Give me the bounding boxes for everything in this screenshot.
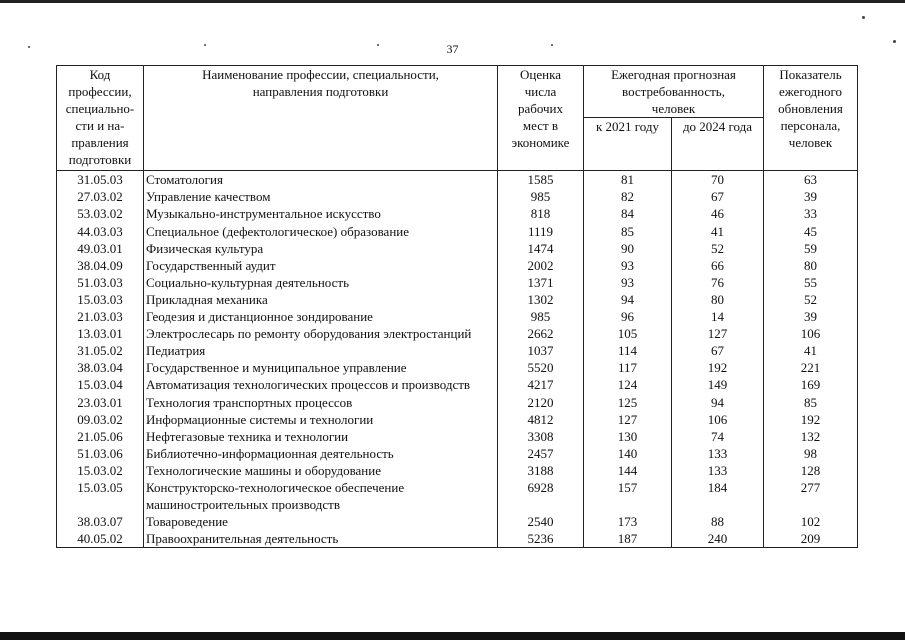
row-demand-2024: 41 bbox=[672, 223, 764, 240]
row-estimate: 4217 bbox=[498, 376, 584, 393]
table-row bbox=[57, 359, 858, 376]
row-demand-2021: 130 bbox=[584, 428, 672, 445]
row-demand-2024: 80 bbox=[672, 291, 764, 308]
header-demand-group: Ежегодная прогнозная востребованность, человек bbox=[584, 66, 764, 118]
table-row bbox=[57, 411, 858, 428]
table-row bbox=[57, 274, 858, 291]
row-estimate: 2457 bbox=[498, 445, 584, 462]
row-demand-2021: 157 bbox=[584, 479, 672, 513]
row-demand-2021: 94 bbox=[584, 291, 672, 308]
row-name: Правоохранительная деятельность bbox=[144, 530, 498, 548]
header-demand-2024: до 2024 года bbox=[672, 118, 764, 171]
row-renewal: 169 bbox=[764, 376, 858, 393]
row-estimate: 985 bbox=[498, 308, 584, 325]
row-renewal: 63 bbox=[764, 171, 858, 189]
row-estimate: 818 bbox=[498, 205, 584, 222]
row-estimate: 1119 bbox=[498, 223, 584, 240]
row-code: 51.03.06 bbox=[57, 445, 144, 462]
row-code: 51.03.03 bbox=[57, 274, 144, 291]
row-demand-2021: 81 bbox=[584, 171, 672, 189]
row-name: Нефтегазовые техника и технологии bbox=[144, 428, 498, 445]
row-demand-2021: 127 bbox=[584, 411, 672, 428]
row-renewal: 41 bbox=[764, 342, 858, 359]
row-name: Педиатрия bbox=[144, 342, 498, 359]
header-estimate: Оценка числа рабочих мест в экономике bbox=[498, 66, 584, 171]
row-name: Специальное (дефектологическое) образование bbox=[144, 223, 498, 240]
row-estimate: 1585 bbox=[498, 171, 584, 189]
row-demand-2021: 117 bbox=[584, 359, 672, 376]
row-name: Технология транспортных процессов bbox=[144, 394, 498, 411]
row-demand-2021: 125 bbox=[584, 394, 672, 411]
row-demand-2021: 90 bbox=[584, 240, 672, 257]
professions-demand-table bbox=[56, 65, 858, 548]
row-code: 38.03.07 bbox=[57, 513, 144, 530]
row-demand-2024: 46 bbox=[672, 205, 764, 222]
row-demand-2024: 94 bbox=[672, 394, 764, 411]
row-estimate: 1302 bbox=[498, 291, 584, 308]
table-row bbox=[57, 394, 858, 411]
row-name: Геодезия и дистанционное зондирование bbox=[144, 308, 498, 325]
row-estimate: 2540 bbox=[498, 513, 584, 530]
row-demand-2021: 114 bbox=[584, 342, 672, 359]
row-name: Информационные системы и технологии bbox=[144, 411, 498, 428]
table-row bbox=[57, 342, 858, 359]
row-code: 27.03.02 bbox=[57, 188, 144, 205]
row-name: Государственный аудит bbox=[144, 257, 498, 274]
row-renewal: 39 bbox=[764, 188, 858, 205]
row-demand-2024: 76 bbox=[672, 274, 764, 291]
row-demand-2024: 14 bbox=[672, 308, 764, 325]
table-row bbox=[57, 325, 858, 342]
row-demand-2024: 133 bbox=[672, 462, 764, 479]
row-estimate: 985 bbox=[498, 188, 584, 205]
row-estimate: 1037 bbox=[498, 342, 584, 359]
row-demand-2024: 52 bbox=[672, 240, 764, 257]
row-renewal: 59 bbox=[764, 240, 858, 257]
row-name: Автоматизация технологических процессов и производств bbox=[144, 376, 498, 393]
row-name: Стоматология bbox=[144, 171, 498, 189]
row-code: 31.05.02 bbox=[57, 342, 144, 359]
row-renewal: 45 bbox=[764, 223, 858, 240]
scan-top-border bbox=[0, 0, 905, 3]
scan-speck bbox=[862, 16, 865, 19]
row-demand-2024: 88 bbox=[672, 513, 764, 530]
table-row bbox=[57, 188, 858, 205]
row-demand-2021: 84 bbox=[584, 205, 672, 222]
row-code: 44.03.03 bbox=[57, 223, 144, 240]
row-code: 13.03.01 bbox=[57, 325, 144, 342]
row-renewal: 80 bbox=[764, 257, 858, 274]
table-row bbox=[57, 445, 858, 462]
table-row bbox=[57, 513, 858, 530]
row-name: Технологические машины и оборудование bbox=[144, 462, 498, 479]
row-estimate: 6928 bbox=[498, 479, 584, 513]
row-estimate: 2120 bbox=[498, 394, 584, 411]
row-code: 38.04.09 bbox=[57, 257, 144, 274]
row-demand-2024: 192 bbox=[672, 359, 764, 376]
row-estimate: 4812 bbox=[498, 411, 584, 428]
row-renewal: 98 bbox=[764, 445, 858, 462]
table-row bbox=[57, 257, 858, 274]
table-row bbox=[57, 171, 858, 189]
row-demand-2021: 85 bbox=[584, 223, 672, 240]
row-demand-2021: 124 bbox=[584, 376, 672, 393]
row-demand-2024: 240 bbox=[672, 530, 764, 548]
row-demand-2021: 96 bbox=[584, 308, 672, 325]
row-code: 15.03.03 bbox=[57, 291, 144, 308]
row-renewal: 221 bbox=[764, 359, 858, 376]
row-renewal: 132 bbox=[764, 428, 858, 445]
row-name: Управление качеством bbox=[144, 188, 498, 205]
row-renewal: 209 bbox=[764, 530, 858, 548]
row-demand-2024: 184 bbox=[672, 479, 764, 513]
row-code: 49.03.01 bbox=[57, 240, 144, 257]
row-demand-2024: 133 bbox=[672, 445, 764, 462]
row-renewal: 39 bbox=[764, 308, 858, 325]
table-row bbox=[57, 479, 858, 513]
row-name: Прикладная механика bbox=[144, 291, 498, 308]
row-estimate: 5236 bbox=[498, 530, 584, 548]
table-body bbox=[57, 171, 858, 548]
row-demand-2024: 74 bbox=[672, 428, 764, 445]
row-demand-2021: 140 bbox=[584, 445, 672, 462]
row-code: 21.03.03 bbox=[57, 308, 144, 325]
row-estimate: 2002 bbox=[498, 257, 584, 274]
table-row bbox=[57, 205, 858, 222]
row-code: 15.03.05 bbox=[57, 479, 144, 513]
row-renewal: 106 bbox=[764, 325, 858, 342]
row-demand-2021: 105 bbox=[584, 325, 672, 342]
table-row bbox=[57, 376, 858, 393]
row-code: 23.03.01 bbox=[57, 394, 144, 411]
row-renewal: 55 bbox=[764, 274, 858, 291]
row-code: 31.05.03 bbox=[57, 171, 144, 189]
row-code: 15.03.02 bbox=[57, 462, 144, 479]
row-code: 21.05.06 bbox=[57, 428, 144, 445]
row-demand-2021: 93 bbox=[584, 274, 672, 291]
row-renewal: 277 bbox=[764, 479, 858, 513]
scan-bottom-border bbox=[0, 632, 905, 640]
row-renewal: 128 bbox=[764, 462, 858, 479]
row-renewal: 102 bbox=[764, 513, 858, 530]
table-row bbox=[57, 428, 858, 445]
row-name: Государственное и муниципальное управление bbox=[144, 359, 498, 376]
row-demand-2021: 82 bbox=[584, 188, 672, 205]
row-code: 09.03.02 bbox=[57, 411, 144, 428]
row-estimate: 1474 bbox=[498, 240, 584, 257]
row-demand-2021: 144 bbox=[584, 462, 672, 479]
row-name: Физическая культура bbox=[144, 240, 498, 257]
row-renewal: 192 bbox=[764, 411, 858, 428]
row-code: 15.03.04 bbox=[57, 376, 144, 393]
row-demand-2024: 67 bbox=[672, 342, 764, 359]
row-estimate: 3188 bbox=[498, 462, 584, 479]
row-name: Товароведение bbox=[144, 513, 498, 530]
row-name: Социально-культурная деятельность bbox=[144, 274, 498, 291]
row-demand-2021: 187 bbox=[584, 530, 672, 548]
header-demand-2021: к 2021 году bbox=[584, 118, 672, 171]
table-row bbox=[57, 462, 858, 479]
table-row bbox=[57, 291, 858, 308]
table-row bbox=[57, 240, 858, 257]
row-code: 38.03.04 bbox=[57, 359, 144, 376]
row-renewal: 85 bbox=[764, 394, 858, 411]
row-estimate: 3308 bbox=[498, 428, 584, 445]
row-demand-2024: 127 bbox=[672, 325, 764, 342]
row-renewal: 52 bbox=[764, 291, 858, 308]
row-code: 40.05.02 bbox=[57, 530, 144, 548]
row-code: 53.03.02 bbox=[57, 205, 144, 222]
row-estimate: 5520 bbox=[498, 359, 584, 376]
header-name: Наименование профессии, специальности, направления подготовки bbox=[144, 66, 498, 171]
page-number: 37 bbox=[446, 42, 459, 56]
row-name: Библиотечно-информационная деятельность bbox=[144, 445, 498, 462]
row-name: Конструкторско-технологическое обеспечение машиностроительных производств bbox=[144, 479, 498, 513]
row-estimate: 2662 bbox=[498, 325, 584, 342]
header-renewal: Показатель ежегодного обновления персонала, человек bbox=[764, 66, 858, 171]
row-demand-2024: 106 bbox=[672, 411, 764, 428]
row-demand-2024: 66 bbox=[672, 257, 764, 274]
row-name: Электрослесарь по ремонту оборудования электростанций bbox=[144, 325, 498, 342]
row-demand-2021: 173 bbox=[584, 513, 672, 530]
row-estimate: 1371 bbox=[498, 274, 584, 291]
row-renewal: 33 bbox=[764, 205, 858, 222]
table-row bbox=[57, 530, 858, 548]
row-demand-2024: 67 bbox=[672, 188, 764, 205]
table-row bbox=[57, 223, 858, 240]
row-name: Музыкально-инструментальное искусство bbox=[144, 205, 498, 222]
row-demand-2024: 149 bbox=[672, 376, 764, 393]
header-code: Код профессии, специально- сти и на- правления подготовки bbox=[57, 66, 144, 171]
table-row bbox=[57, 308, 858, 325]
row-demand-2021: 93 bbox=[584, 257, 672, 274]
row-demand-2024: 70 bbox=[672, 171, 764, 189]
